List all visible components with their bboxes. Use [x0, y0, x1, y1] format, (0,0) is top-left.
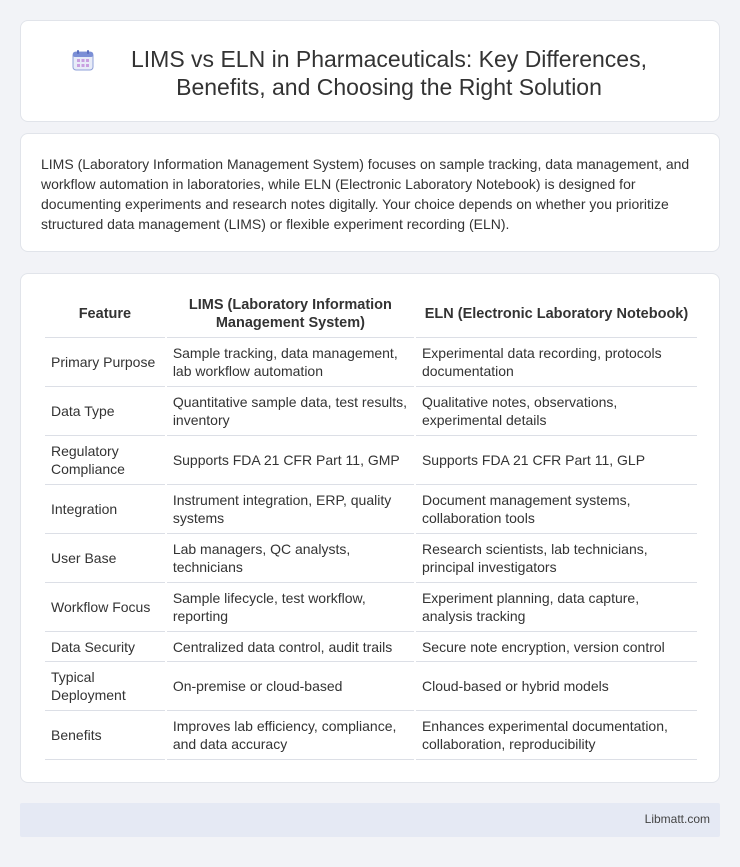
- page-title: LIMS vs ELN in Pharmaceuticals: Key Differences, Benefits, and Choosing the Right Solution: [130, 46, 647, 100]
- cell-eln: Experimental data recording, protocols documentation: [416, 338, 697, 387]
- cell-eln: Experiment planning, data capture, analysis tracking: [416, 583, 697, 632]
- cell-eln: Enhances experimental documentation, collaboration, reproducibility: [416, 711, 697, 760]
- cell-feature: Data Security: [45, 632, 165, 662]
- intro-card: [20, 133, 720, 252]
- cell-eln: Document management systems, collaboration tools: [416, 485, 697, 534]
- table-row: [45, 387, 697, 436]
- header-eln: ELN (Electronic Laboratory Notebook): [416, 290, 697, 338]
- cell-lims: Improves lab efficiency, compliance, and data accuracy: [167, 711, 414, 760]
- cell-feature: Regulatory Compliance: [45, 436, 165, 485]
- cell-lims: On-premise or cloud-based: [167, 662, 414, 711]
- comparison-table-card: [20, 273, 720, 783]
- intro-paragraph: LIMS (Laboratory Information Management System) focuses on sample tracking, data management, and workflow automation in laboratories, while ELN (Electronic Laboratory Notebook) is designed for documenting experiments and research notes digitally. Your choice depends on whether you prioritize structured data management (LIMS) or flexible experiment recording (ELN).: [41, 156, 690, 232]
- table-row: [45, 338, 697, 387]
- cell-feature: Primary Purpose: [45, 338, 165, 387]
- cell-lims: Instrument integration, ERP, quality systems: [167, 485, 414, 534]
- footer-site-link[interactable]: Libmatt.com: [644, 812, 710, 826]
- cell-feature: Benefits: [45, 711, 165, 760]
- calendar-icon: [71, 48, 95, 72]
- cell-lims: Sample tracking, data management, lab workflow automation: [167, 338, 414, 387]
- cell-feature: Data Type: [45, 387, 165, 436]
- cell-lims: Centralized data control, audit trails: [167, 632, 414, 662]
- table-row: [45, 436, 697, 485]
- table-row: [45, 534, 697, 583]
- cell-eln: Supports FDA 21 CFR Part 11, GLP: [416, 436, 697, 485]
- cell-eln: Cloud-based or hybrid models: [416, 662, 697, 711]
- table-row: [45, 711, 697, 760]
- footer: [20, 803, 720, 837]
- header-feature: Feature: [45, 290, 165, 338]
- table-header-row: [45, 290, 697, 338]
- header-lims: LIMS (Laboratory Information Management System): [167, 290, 414, 338]
- cell-feature: Workflow Focus: [45, 583, 165, 632]
- comparison-table: [43, 290, 699, 760]
- table-row: [45, 662, 697, 711]
- table-row: [45, 632, 697, 662]
- cell-eln: Secure note encryption, version control: [416, 632, 697, 662]
- cell-feature: Integration: [45, 485, 165, 534]
- cell-feature: User Base: [45, 534, 165, 583]
- cell-eln: Research scientists, lab technicians, principal investigators: [416, 534, 697, 583]
- cell-lims: Supports FDA 21 CFR Part 11, GMP: [167, 436, 414, 485]
- cell-lims: Quantitative sample data, test results, inventory: [167, 387, 414, 436]
- cell-feature: Typical Deployment: [45, 662, 165, 711]
- cell-lims: Lab managers, QC analysts, technicians: [167, 534, 414, 583]
- table-row: [45, 485, 697, 534]
- title-card: [20, 20, 720, 122]
- table-row: [45, 583, 697, 632]
- cell-eln: Qualitative notes, observations, experimental details: [416, 387, 697, 436]
- cell-lims: Sample lifecycle, test workflow, reporting: [167, 583, 414, 632]
